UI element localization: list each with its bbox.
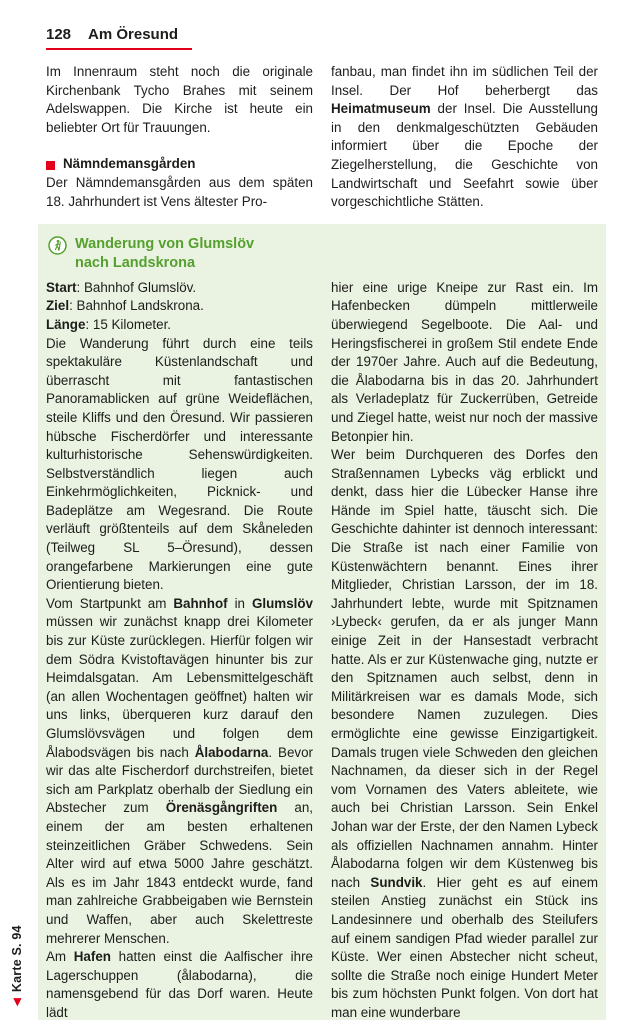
intro-left-paragraph: Im Innenraum steht noch die originale Kirchenbank Tycho Brahes mit seinem Adelswappen. Die Kirche ist heute ein beliebter Ort für Trauungen. bbox=[46, 64, 313, 135]
hike-fact-ziel: Ziel: Bahnhof Landskrona. bbox=[46, 298, 204, 314]
subsection-heading-label: Nämndemansgården bbox=[63, 156, 196, 172]
hike-box-header bbox=[46, 235, 598, 273]
hike-box-columns bbox=[46, 279, 598, 1020]
hike-fact-start: Start: Bahnhof Glumslöv. bbox=[46, 279, 197, 295]
hike-info-box bbox=[38, 224, 606, 1020]
page-number: 128 bbox=[46, 26, 72, 43]
subsection-heading bbox=[46, 155, 313, 174]
hike-left-paragraph-2: Vom Startpunkt am Bahnhof in Glumslöv müssen wir zunächst knapp drei Kilometer bis zur Küste zurücklegen. Hierfür folgen wir dem Södra Kvistoftavägen hinunter bis zur Heimdalsgatan. Am Lebensmittelgeschäft (an allen Wochentagen geöffnet) halten wir uns links, überqueren kurz darauf den Glumslövsvägen und folgen dem Ålabodsvägen bis nach Ålabodarna. Bevor wir das alte Fischerdorf durchstreifen, bietet sich am Parkplatz oberhalb der Siedlung ein Abstecher zum Örenäsgångriften an, einem der am besten erhaltenen steinzeitlichen Gräber Schwedens. Sein Alter wird auf etwa 5000 Jahre geschätzt. Als es im Jahr 1843 entdeckt wurde, fand man zahlreiche Grabbeigaben wie Bernstein und Waffen, aber auch Skelettreste mehrerer Menschen. bbox=[46, 595, 314, 946]
hike-left-paragraph-3: Am Hafen hatten einst die Aalfischer ihre Lagerschuppen (ålabodarna), die namensgebend für das Dorf waren. Heute lädt bbox=[46, 949, 313, 1020]
hike-left-paragraph-1: Die Wanderung führt durch eine teils spektakuläre Küstenlandschaft und überrascht mit fantastischen Panoramablicken auf grüne Weideflächen, steile Kliffs und den Öresund. Wir passieren hübsche Fischerdörfer und interessante kulturhistorische Sehenswürdigkeiten. Selbstverständlich liegen auch Einkehrmöglichkeiten, Picknick- und Badeplätze am Wegesrand. Die Route verläuft größtenteils auf dem Skåneleden (Teilweg SL 5–Öresund), dessen orangefarbene Markierungen eine gute Orientierung bieten. bbox=[46, 335, 313, 593]
map-marker-triangle-icon: ◀ bbox=[12, 998, 23, 1006]
margin-map-reference bbox=[10, 925, 24, 1006]
hike-left-column bbox=[46, 279, 313, 1020]
red-square-bullet-icon bbox=[46, 161, 55, 170]
intro-right-column bbox=[331, 63, 598, 212]
intro-left-column bbox=[46, 63, 313, 212]
hike-right-column bbox=[331, 279, 598, 1020]
intro-section bbox=[46, 63, 598, 212]
hike-right-paragraph-2: Wer beim Durchqueren des Dorfes den Straßennamen Lybecks väg erblickt und denkt, dass hier die Lübecker Hanse ihre Hände im Spiel hatte, täuscht sich. Die Geschichte dahinter ist dennoch interessant: Die Straße ist nach einer Familie von Küstenwächtern benannt. Eines ihrer Mitglieder, Christian Larsson, der im 18. Jahrhundert lebte, wurde mit Spitznamen ›Lybeck‹ gerufen, da er als junger Mann einige Zeit in der Hansestadt verbracht hatte. Als er zur Küstenwache ging, nutzte er den Spitznamen auch selbst, denn in Militärkreisen war es damals Mode, sich besondere Namen zuzulegen. Dies ermöglichte eine gewisse Einzigartigkeit. Damals trugen viele Schweden den gleichen Nachnamen, da dieser sich in der Regel vom Vornamen des Vaters ableitete, wie auch bei Christian Larsson. Sein Enkel Johan war der Erste, der den Namen Lybeck als offiziellen Nachnamen annahm. Hinter Ålabodarna folgen wir dem Küstenweg bis nach Sundvik. Hier geht es auf einem steilen Anstieg zunächst ein Stück ins Landesinnere und oberhalb des Steilufers auf einem sandigen Pfad wieder parallel zur Küste. Wer einen Abstecher nicht scheut, sollte die Straße noch einige Hundert Meter bis zum höchsten Punkt folgen. Von dort hat man eine wunderbare bbox=[331, 447, 598, 1020]
intro-left-continuation: Der Nämndemansgården aus dem späten 18. Jahrhundert ist Vens ältester Pro- bbox=[46, 174, 313, 209]
intro-right-paragraph: fanbau, man findet ihn im südlichen Teil der Insel. Der Hof beherbergt das Heimatmuseum der Insel. Die Ausstellung in den denkmalgeschützten Gebäuden informiert über die Epoche der Ziegelherstellung, die Geschichte von Landwirtschaft und Seefahrt sowie über vorgeschichtliche Stätten. bbox=[331, 64, 598, 210]
margin-note-label: Karte S. 94 bbox=[10, 925, 24, 993]
page-title: Am Öresund bbox=[88, 26, 179, 43]
hike-box-title: Wanderung von Glumslöv nach Landskrona bbox=[75, 235, 255, 271]
hiker-icon bbox=[48, 236, 67, 255]
page-header bbox=[46, 26, 192, 50]
hike-right-paragraph-1: hier eine urige Kneipe zur Rast ein. Im Hafenbecken dümpeln mittlerweile überwiegend Segelboote. Die Aal- und Heringsfischerei in großem Stil endete Ende der 1970er Jahre. Auch auf die Bedeutung, die Ålabodarna bis in das 20. Jahrhundert als Verladeplatz für Zuckerrüben, Getreide und Ziegel hatte, weist nur noch der massive Betonpier hin. bbox=[331, 279, 598, 444]
hike-fact-laenge: Länge: 15 Kilometer. bbox=[46, 316, 172, 332]
